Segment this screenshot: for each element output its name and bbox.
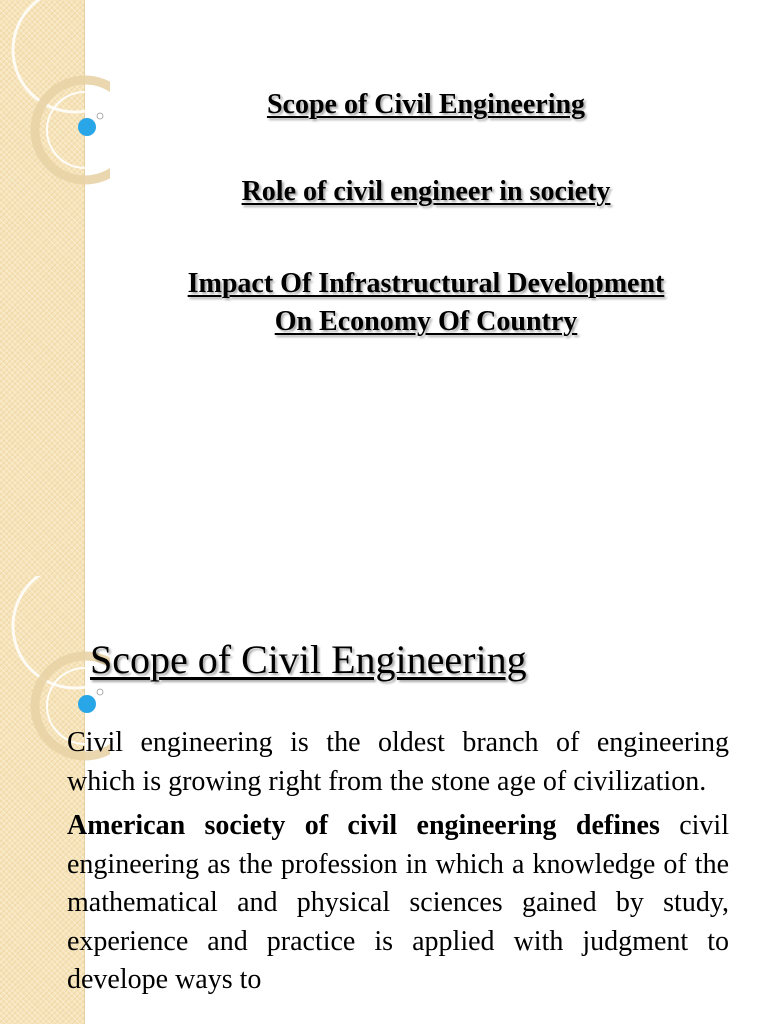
section-heading: Scope of Civil Engineering: [90, 637, 527, 682]
slide-title-scope: Scope of Civil Engineering: [266, 89, 586, 120]
impact-line-2: On Economy Of Country: [274, 306, 578, 337]
paragraph-2: [67, 807, 729, 1000]
slide-2: [0, 576, 768, 1024]
slide-title-role: Role of civil engineer in society: [241, 176, 611, 207]
paragraph-2-lead: American society of civil engineering defines: [67, 810, 660, 841]
body-text: [67, 724, 729, 1006]
slide-title-impact: [84, 265, 768, 341]
impact-line-1: Impact Of Infrastructural Development: [187, 268, 665, 299]
blue-dot-icon: [78, 695, 96, 713]
paragraph-1: Civil engineering is the oldest branch of engineering which is growing right from the stone age of civilization.: [67, 727, 729, 797]
small-dot-icon: [97, 689, 103, 695]
paragraph-2-rest: civil engineering as the profession in which a knowledge of the mathematical and physical sciences gained by study, experience and practice is applied with judgment to develope ways to: [67, 810, 729, 995]
